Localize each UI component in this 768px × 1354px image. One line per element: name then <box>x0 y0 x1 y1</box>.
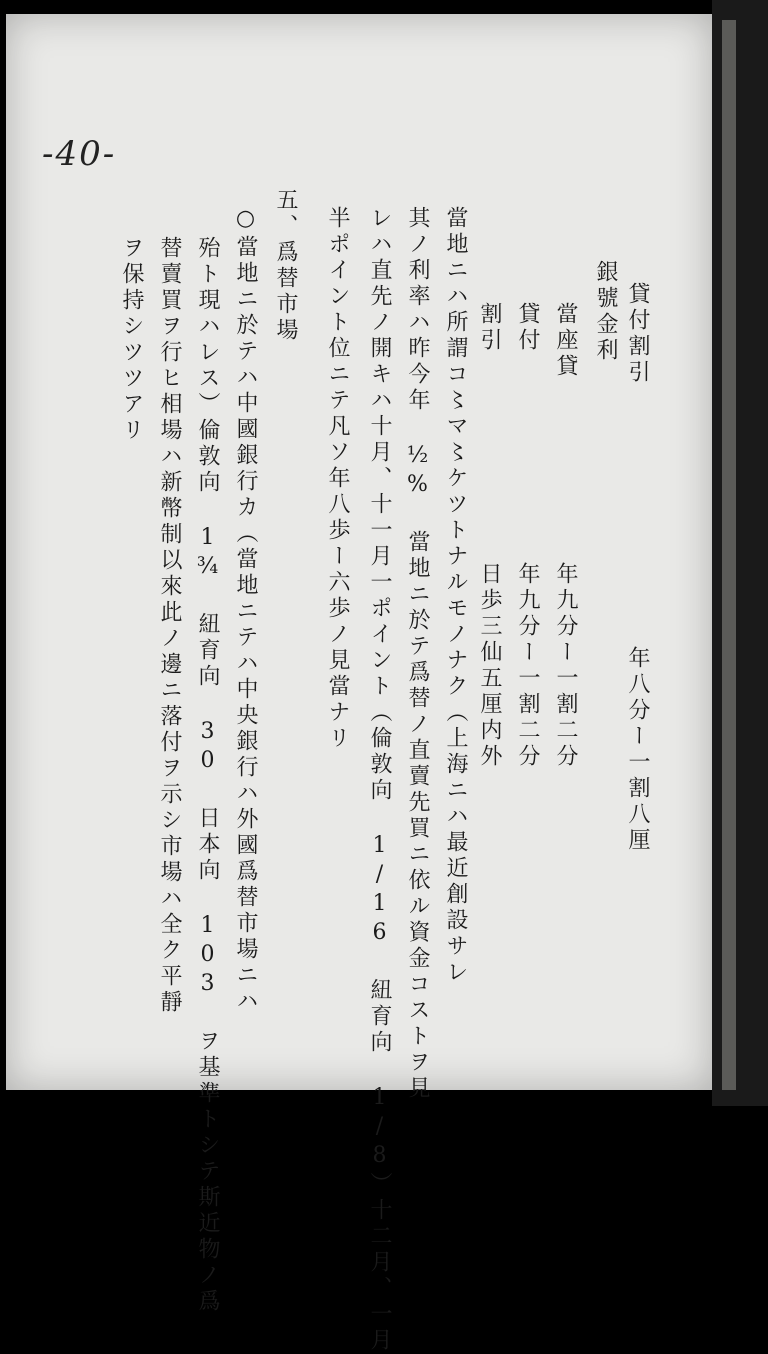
text-column-10: ○當地ニ於テハ中國銀行カ（當地ニテハ中央銀行ハ外國爲替市場ニハ <box>233 206 258 1015</box>
text-column-11: 殆ト現ハレス）倫敦向 1¾ 紐育向 30 日本向 103 ヲ基準トシテ斯近物ノ爲 <box>195 236 220 1315</box>
page-number: -40- <box>42 134 117 174</box>
page-edge <box>722 20 736 1090</box>
text-column-1: 貸付割引 年八分ー一割八厘 <box>625 282 650 854</box>
text-column-2: 銀號金利 <box>593 234 618 364</box>
text-column-5: 割引 日歩三仙五厘内外 <box>477 250 502 770</box>
document-page <box>6 14 712 1090</box>
text-column-7: 其ノ利率ハ昨今年 ½% 當地ニ於テ爲替ノ直賣先買ニ依ル資金コストヲ見 <box>405 206 430 1102</box>
section-heading: 五、爲替市場 <box>273 188 298 344</box>
text-column-6: 當地ニハ所謂コ〻マ〻ケツトナルモノナク（上海ニハ最近創設サレ <box>443 206 468 986</box>
book-gutter <box>712 0 768 1106</box>
text-column-9: 半ポイント位ニテ凡ソ年八歩ー六歩ノ見當ナリ <box>325 206 350 752</box>
text-column-8: レハ直先ノ開キハ十月、十一月一ポイント（倫敦向 1/16 紐育向 1/8）十二月、一月 <box>367 206 392 1354</box>
text-column-13: ヲ保持シツツアリ <box>119 236 144 444</box>
text-column-4: 貸付 年九分ー一割二分 <box>515 250 540 770</box>
text-column-3: 當座貸 年九分ー一割二分 <box>553 250 578 770</box>
text-column-12: 替賣買ヲ行ヒ相場ハ新幣制以來此ノ邊ニ落付ヲ示シ市場ハ全ク平靜 <box>157 236 182 1016</box>
